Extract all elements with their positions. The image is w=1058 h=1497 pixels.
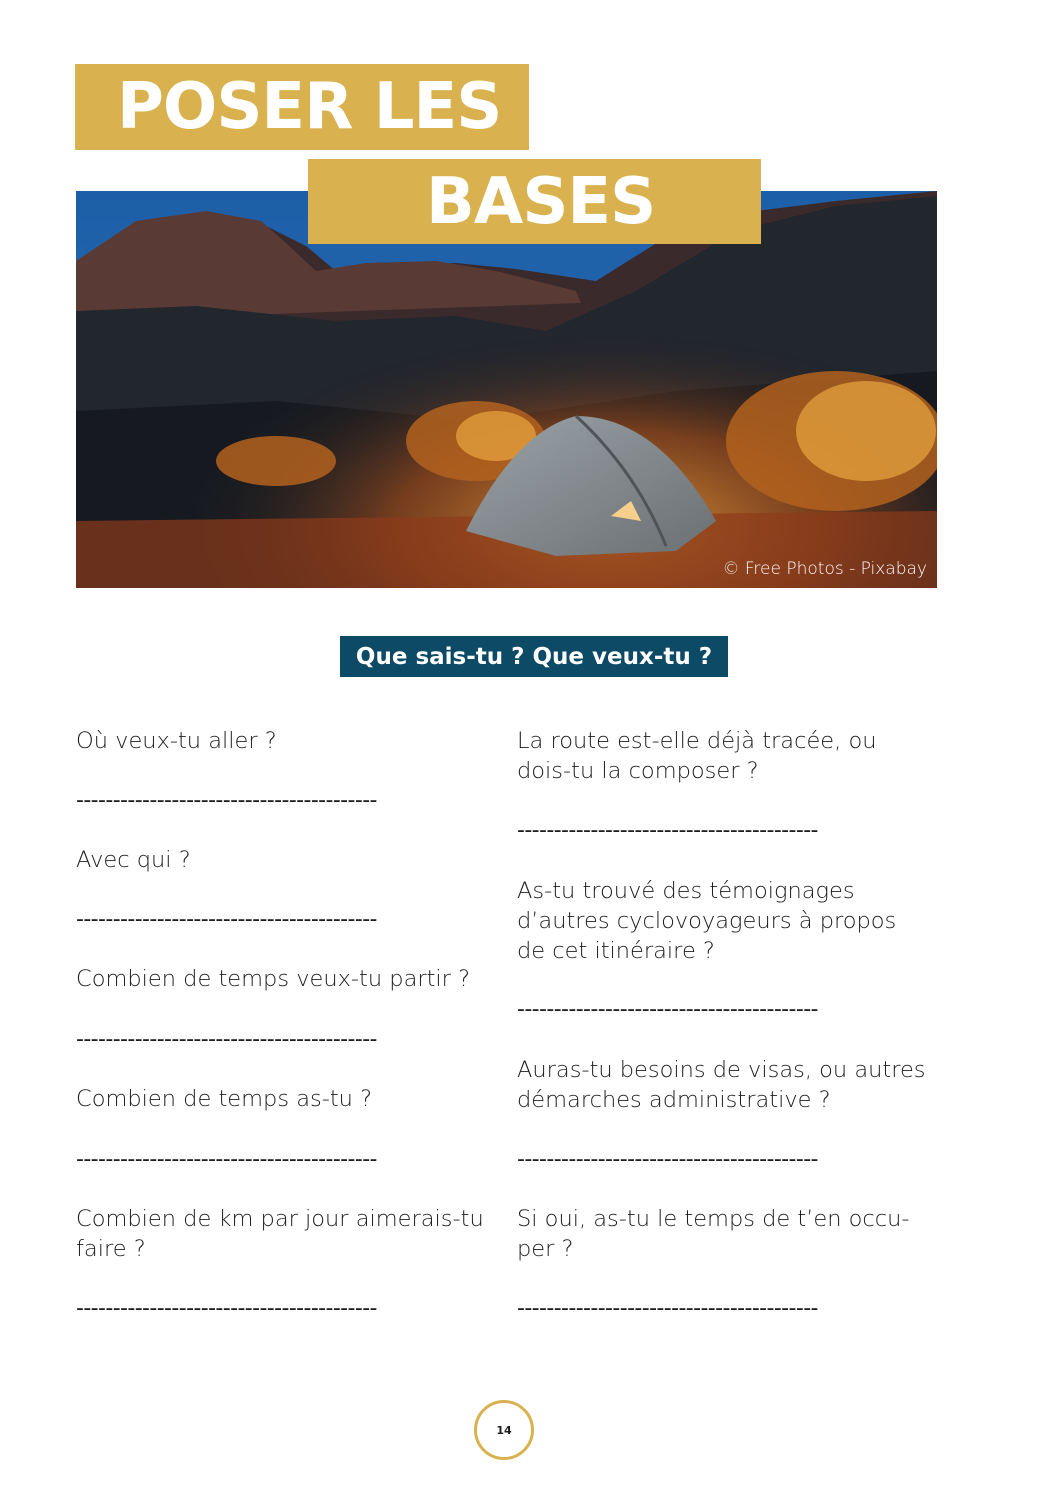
- answer-line-right-2[interactable]: -----------------------------------------: [517, 997, 818, 1022]
- section-subtitle: Que sais-tu ? Que veux-tu ?: [340, 636, 728, 677]
- answer-line-left-3[interactable]: -----------------------------------------: [76, 1027, 377, 1052]
- question-right-2: As-tu trouvé des témoignages d’autres cyclovoyageurs à propos de cet itinéraire ?: [517, 878, 897, 964]
- photo-credit: © Free Photos - Pixabay: [722, 559, 927, 579]
- title-line-2-text: BASES: [426, 164, 656, 239]
- answer-line-right-3[interactable]: -----------------------------------------: [517, 1147, 818, 1172]
- title-line-1-text: POSER LES: [117, 70, 502, 144]
- title-line-1: [75, 64, 529, 150]
- question-right-1: La route est-elle déjà tracée, ou dois-tu la composer ?: [517, 728, 877, 784]
- answer-line-left-2[interactable]: -----------------------------------------: [76, 907, 377, 932]
- question-right-4: Si oui, as-tu le temps de t’en occu-per ?: [517, 1206, 910, 1262]
- question-right-3: Auras-tu besoins de visas, ou autres démarches administrative ?: [517, 1057, 926, 1113]
- answer-line-right-1[interactable]: -----------------------------------------: [517, 818, 818, 843]
- tent-landscape-illustration: [76, 191, 937, 588]
- page-number: [474, 1400, 534, 1460]
- question-left-2: Avec qui ?: [76, 847, 191, 873]
- answer-line-right-4[interactable]: -----------------------------------------: [517, 1296, 818, 1321]
- page-number-text: 14: [496, 1423, 512, 1437]
- answer-line-left-4[interactable]: -----------------------------------------: [76, 1147, 377, 1172]
- question-left-5: Combien de km par jour aimerais-tu faire ?: [76, 1206, 484, 1262]
- camping-photo: [76, 191, 937, 588]
- answer-line-left-5[interactable]: -----------------------------------------: [76, 1296, 377, 1321]
- question-left-3: Combien de temps veux-tu partir ?: [76, 966, 471, 992]
- title-line-2: [308, 159, 761, 244]
- answer-line-left-1[interactable]: -----------------------------------------: [76, 788, 377, 813]
- question-left-1: Où veux-tu aller ?: [76, 728, 277, 754]
- question-left-4: Combien de temps as-tu ?: [76, 1086, 373, 1112]
